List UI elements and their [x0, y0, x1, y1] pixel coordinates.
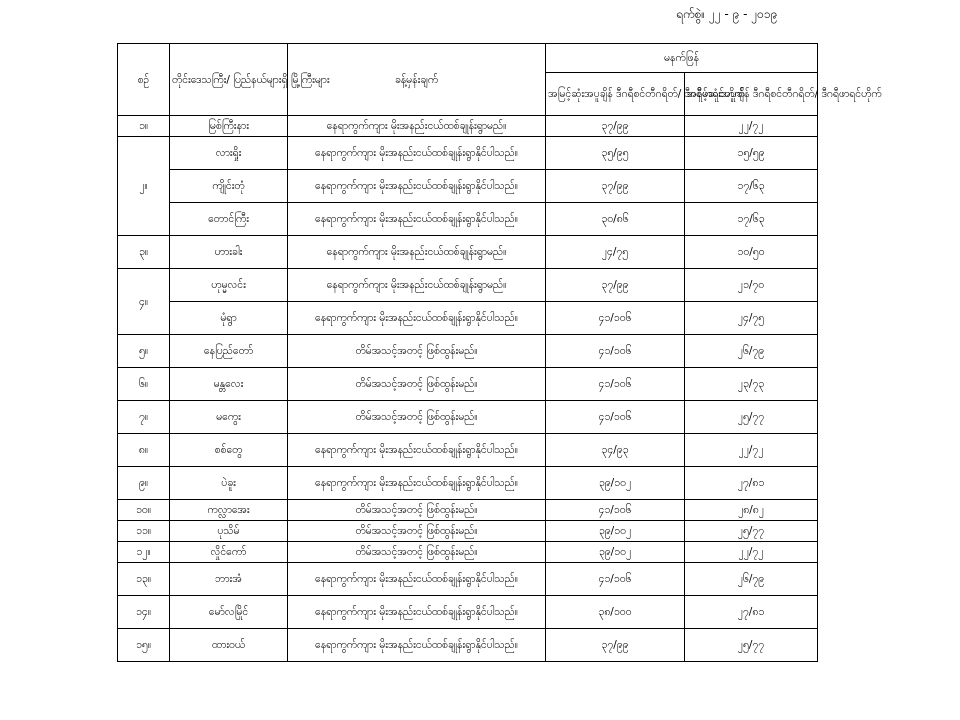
- min-temp: ၂၇/၈၁: [685, 467, 818, 500]
- table-row: [118, 368, 818, 401]
- row-number: ၁၅။: [118, 629, 170, 662]
- header-no: စဉ်: [118, 44, 170, 116]
- header-min-temp: အနိမ့်ဆုံးအပူချိန် ဒီဂရီစင်တီဂရိတ်/ ဒီဂရီဖာရင်ဟိုက်: [685, 73, 818, 116]
- min-temp: ၁၇/၆၃: [685, 170, 818, 203]
- max-temp: ၄၁/၁၀၆: [546, 302, 685, 335]
- max-temp: ၃၀/၈၆: [546, 203, 685, 236]
- max-temp: ၃၅/၉၅: [546, 137, 685, 170]
- table-row: [118, 203, 818, 236]
- forecast-text: နေရာကွက်ကျား မိုးအနည်းငယ်ထစ်ချုန်းရွာနိုင်ပါသည်။: [288, 596, 546, 629]
- table-row: [118, 137, 818, 170]
- min-temp: ၂၅/၇၇: [685, 629, 818, 662]
- row-number: ၄။: [118, 269, 170, 335]
- table-row: [118, 269, 818, 302]
- city-name: ပဲခူး: [170, 467, 288, 500]
- city-name: မော်လမြိုင်: [170, 596, 288, 629]
- forecast-text: နေရာကွက်ကျား မိုးအနည်းငယ်ထစ်ချုန်းရွာမည်။: [288, 116, 546, 137]
- city-name: မကွေး: [170, 401, 288, 434]
- max-temp: ၄၁/၁၀၆: [546, 500, 685, 521]
- max-temp: ၃၉/၁၀၂: [546, 467, 685, 500]
- min-temp: ၁၅/၅၉: [685, 137, 818, 170]
- min-temp: ၂၂/၇၂: [685, 434, 818, 467]
- forecast-text: နေရာကွက်ကျား မိုးအနည်းငယ်ထစ်ချုန်းရွာမည်။: [288, 269, 546, 302]
- row-number: ၁၁။: [118, 521, 170, 542]
- city-name: ပုသိမ်: [170, 521, 288, 542]
- city-name: နေပြည်တော်: [170, 335, 288, 368]
- city-name: မြစ်ကြီးနား: [170, 116, 288, 137]
- forecast-text: တိမ်အသင့်အတင့် ဖြစ်ထွန်းမည်။: [288, 401, 546, 434]
- forecast-text: နေရာကွက်ကျား မိုးအနည်းငယ်ထစ်ချုန်းရွာနိုင်ပါသည်။: [288, 467, 546, 500]
- row-number: ၅။: [118, 335, 170, 368]
- max-temp: ၄၁/၁၀၆: [546, 401, 685, 434]
- city-name: မန္တလေး: [170, 368, 288, 401]
- min-temp: ၂၅/၇၇: [685, 401, 818, 434]
- city-name: ဘားအံ: [170, 563, 288, 596]
- max-temp: ၃၈/၁၀၀: [546, 596, 685, 629]
- max-temp: ၃၉/၁၀၂: [546, 542, 685, 563]
- city-name: တောင်ကြီး: [170, 203, 288, 236]
- row-number: ၁။: [118, 116, 170, 137]
- min-temp: ၂၂/၇၂: [685, 116, 818, 137]
- header-tomorrow: မနက်ဖြန်: [546, 44, 818, 73]
- min-temp: ၁၇/၆၃: [685, 203, 818, 236]
- table-row: [118, 170, 818, 203]
- max-temp: ၃၇/၉၉: [546, 170, 685, 203]
- city-name: ဟားခါး: [170, 236, 288, 269]
- forecast-text: တိမ်အသင့်အတင့် ဖြစ်ထွန်းမည်။: [288, 500, 546, 521]
- forecast-text: နေရာကွက်ကျား မိုးအနည်းငယ်ထစ်ချုန်းရွာမည်။: [288, 236, 546, 269]
- city-name: မုံရွာ: [170, 302, 288, 335]
- table-row: [118, 335, 818, 368]
- row-number: ၈။: [118, 434, 170, 467]
- table-row: [118, 563, 818, 596]
- city-name: ထားဝယ်: [170, 629, 288, 662]
- min-temp: ၂၇/၈၁: [685, 596, 818, 629]
- city-name: ဟုမ္မလင်း: [170, 269, 288, 302]
- max-temp: ၃၄/၉၃: [546, 434, 685, 467]
- max-temp: ၄၁/၁၀၆: [546, 563, 685, 596]
- min-temp: ၂၃/၇၃: [685, 368, 818, 401]
- min-temp: ၂၅/၇၇: [685, 521, 818, 542]
- forecast-text: တိမ်အသင့်အတင့် ဖြစ်ထွန်းမည်။: [288, 542, 546, 563]
- max-temp: ၃၉/၁၀၂: [546, 521, 685, 542]
- city-name: လားရှိုး: [170, 137, 288, 170]
- forecast-text: တိမ်အသင့်အတင့် ဖြစ်ထွန်းမည်။: [288, 335, 546, 368]
- row-number: ၂။: [118, 137, 170, 236]
- weather-forecast-table: [117, 43, 882, 662]
- forecast-text: နေရာကွက်ကျား မိုးအနည်းငယ်ထစ်ချုန်းရွာနိုင်ပါသည်။: [288, 203, 546, 236]
- forecast-text: နေရာကွက်ကျား မိုးအနည်းငယ်ထစ်ချုန်းရွာနိုင်ပါသည်။: [288, 302, 546, 335]
- table-row: [118, 467, 818, 500]
- table-row: [118, 434, 818, 467]
- table-row: [118, 401, 818, 434]
- min-temp: ၂၂/၇၂: [685, 542, 818, 563]
- max-temp: ၃၇/၉၉: [546, 269, 685, 302]
- row-number: ၆။: [118, 368, 170, 401]
- min-temp: ၂၄/၇၅: [685, 302, 818, 335]
- min-temp: ၂၆/၇၉: [685, 335, 818, 368]
- forecast-text: တိမ်အသင့်အတင့် ဖြစ်ထွန်းမည်။: [288, 368, 546, 401]
- row-number: ၁၀။: [118, 500, 170, 521]
- row-number: ၉။: [118, 467, 170, 500]
- forecast-text: နေရာကွက်ကျား မိုးအနည်းငယ်ထစ်ချုန်းရွာနိုင်ပါသည်။: [288, 170, 546, 203]
- forecast-text: နေရာကွက်ကျား မိုးအနည်းငယ်ထစ်ချုန်းရွာနိုင်ပါသည်။: [288, 629, 546, 662]
- row-number: ၁၂။: [118, 542, 170, 563]
- city-name: လှိုင်ကော်: [170, 542, 288, 563]
- table-row: [118, 116, 818, 137]
- city-name: စစ်တွေ: [170, 434, 288, 467]
- table-row: [118, 500, 818, 521]
- header-place: တိုင်းဒေသကြီး/ ပြည်နယ်များရှိ မြို့ကြီးများ: [170, 44, 288, 116]
- forecast-text: နေရာကွက်ကျား မိုးအနည်းငယ်ထစ်ချုန်းရွာနိုင်ပါသည်။: [288, 434, 546, 467]
- forecast-text: နေရာကွက်ကျား မိုးအနည်းငယ်ထစ်ချုန်းရွာနိုင်ပါသည်။: [288, 563, 546, 596]
- row-number: ၃။: [118, 236, 170, 269]
- table-row: [118, 542, 818, 563]
- min-temp: ၂၆/၇၉: [685, 563, 818, 596]
- header-max-temp: အမြင့်ဆုံးအပူချိန် ဒီဂရီစင်တီဂရိတ်/ ဒီဂရီဖာရင်ဟိုက်: [546, 73, 685, 116]
- max-temp: ၂၄/၇၅: [546, 236, 685, 269]
- table-row: [118, 521, 818, 542]
- row-number: ၁၃။: [118, 563, 170, 596]
- table-row: [118, 629, 818, 662]
- table-row: [118, 596, 818, 629]
- report-date: ရက်စွဲ။ ၂၂ - ၉ - ၂၀၁၉: [676, 7, 778, 21]
- city-name: ကျိုင်းတုံ: [170, 170, 288, 203]
- max-temp: ၄၁/၁၀၆: [546, 368, 685, 401]
- max-temp: ၃၇/၉၉: [546, 629, 685, 662]
- max-temp: ၄၁/၁၀၆: [546, 335, 685, 368]
- forecast-text: နေရာကွက်ကျား မိုးအနည်းငယ်ထစ်ချုန်းရွာနိုင်ပါသည်။: [288, 137, 546, 170]
- row-number: ၁၄။: [118, 596, 170, 629]
- table-row: [118, 302, 818, 335]
- forecast-text: တိမ်အသင့်အတင့် ဖြစ်ထွန်းမည်။: [288, 521, 546, 542]
- city-name: ကလ္လာအေး: [170, 500, 288, 521]
- max-temp: ၃၇/၉၉: [546, 116, 685, 137]
- header-forecast: ခန့်မှန်းချက်: [288, 44, 546, 116]
- min-temp: ၂၈/၈၂: [685, 500, 818, 521]
- table-row: [118, 236, 818, 269]
- min-temp: ၂၁/၇၀: [685, 269, 818, 302]
- row-number: ၇။: [118, 401, 170, 434]
- min-temp: ၁၀/၅၀: [685, 236, 818, 269]
